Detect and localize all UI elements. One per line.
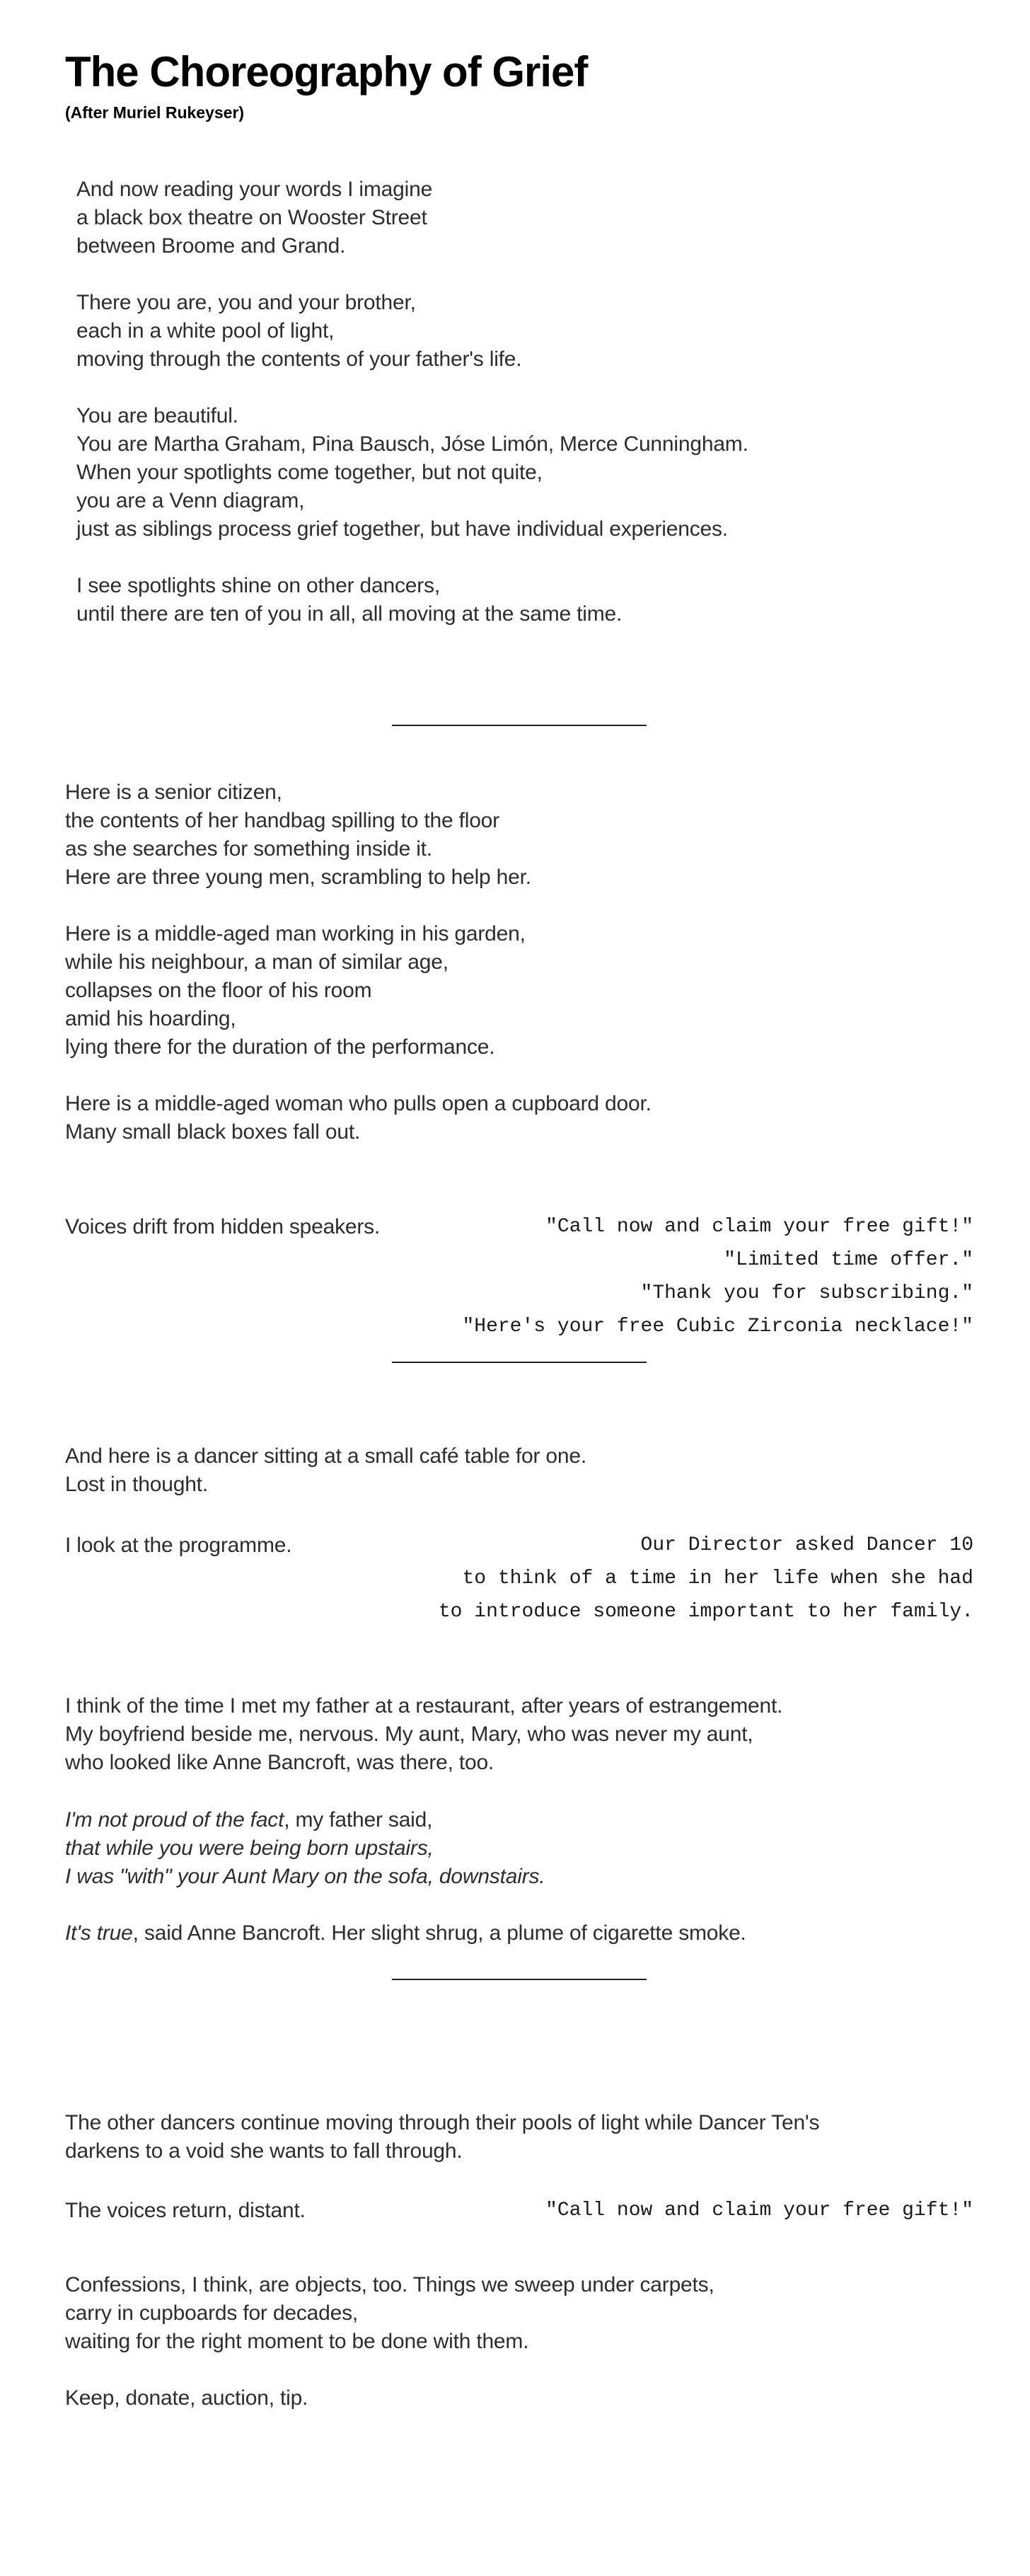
poem-line: moving through the contents of your father's life. bbox=[76, 347, 522, 371]
poem-line: until there are ten of you in all, all moving at the same time. bbox=[76, 602, 623, 626]
poem-line: amid his hoarding, bbox=[65, 1007, 236, 1030]
poem-line: Confessions, I think, are objects, too. Things we sweep under carpets, bbox=[65, 2273, 714, 2296]
section-divider bbox=[392, 725, 647, 726]
poem-line: You are Martha Graham, Pina Bausch, Jóse Limón, Merce Cunningham. bbox=[76, 432, 748, 456]
poem-line: The other dancers continue moving through their pools of light while Dancer Ten's bbox=[65, 2111, 820, 2134]
stanza bbox=[65, 1442, 973, 1499]
poem-line: Here is a middle-aged man working in his garden, bbox=[65, 922, 526, 945]
stanza bbox=[76, 289, 973, 374]
poem-line: just as siblings process grief together, but have individual experiences. bbox=[76, 517, 728, 541]
voices-row bbox=[65, 1210, 973, 1343]
stanza bbox=[65, 1806, 973, 1891]
poem-line: collapses on the floor of his room bbox=[65, 979, 372, 1002]
quote-line: "Thank you for subscribing." bbox=[640, 1282, 973, 1304]
poem-line: There you are, you and your brother, bbox=[76, 291, 416, 314]
poem-line: I think of the time I met my father at a restaurant, after years of estrangement. bbox=[65, 1694, 783, 1718]
quote-line: Our Director asked Dancer 10 bbox=[640, 1534, 973, 1556]
poem-line: Here is a senior citizen, bbox=[65, 781, 282, 804]
poem-line: I see spotlights shine on other dancers, bbox=[76, 574, 440, 597]
quote-line: "Here's your free Cubic Zirconia necklace!" bbox=[462, 1316, 973, 1338]
stanza bbox=[65, 2109, 973, 2166]
poem-line: carry in cupboards for decades, bbox=[65, 2301, 359, 2325]
stanza bbox=[76, 402, 973, 544]
voices-row bbox=[65, 2194, 973, 2227]
narration-text: I look at the programme. bbox=[65, 1534, 292, 1557]
poem-line bbox=[65, 1806, 973, 1834]
page-subtitle: (After Muriel Rukeyser) bbox=[65, 103, 245, 122]
programme-row bbox=[65, 1529, 973, 1628]
poem-line: who looked like Anne Bancroft, was there, too. bbox=[65, 1751, 494, 1774]
poem-line: I was "with" your Aunt Mary on the sofa, downstairs. bbox=[65, 1865, 545, 1888]
poem-line: Here is a middle-aged woman who pulls open a cupboard door. bbox=[65, 1092, 652, 1115]
section-divider bbox=[392, 1362, 647, 1363]
poem-line: Many small black boxes fall out. bbox=[65, 1120, 361, 1144]
section-divider bbox=[392, 1979, 647, 1980]
poem-line: between Broome and Grand. bbox=[76, 234, 346, 258]
quote-line: "Call now and claim your free gift!" bbox=[545, 1216, 973, 1238]
poem-line: you are a Venn diagram, bbox=[76, 489, 305, 512]
poem-line: You are beautiful. bbox=[76, 404, 238, 427]
stanza bbox=[76, 176, 973, 260]
poem-line: And here is a dancer sitting at a small café table for one. bbox=[65, 1444, 586, 1468]
quote-line: to think of a time in her life when she had bbox=[462, 1568, 973, 1589]
stanza bbox=[65, 1692, 973, 1777]
narration-text: , said Anne Bancroft. Her slight shrug, a plume of cigarette smoke. bbox=[132, 1921, 746, 1945]
stanza bbox=[65, 920, 973, 1062]
narration-text: , my father said, bbox=[284, 1808, 433, 1832]
quote-line: "Limited time offer." bbox=[724, 1249, 973, 1271]
stanza bbox=[65, 2384, 973, 2413]
poem-line: while his neighbour, a man of similar age, bbox=[65, 950, 449, 974]
italic-speech: It's true bbox=[65, 1921, 133, 1945]
stanza bbox=[65, 1919, 973, 1948]
poem-line: lying there for the duration of the performance. bbox=[65, 1035, 495, 1059]
narration-text: The voices return, distant. bbox=[65, 2199, 306, 2222]
narration-text: Voices drift from hidden speakers. bbox=[65, 1215, 381, 1238]
quote-line: "Call now and claim your free gift!" bbox=[545, 2200, 973, 2221]
poem-line: waiting for the right moment to be done with them. bbox=[65, 2330, 529, 2353]
poem-line: that while you were being born upstairs, bbox=[65, 1836, 434, 1860]
poem-line: the contents of her handbag spilling to the floor bbox=[65, 809, 499, 832]
stanza bbox=[65, 2271, 973, 2356]
poem-line: a black box theatre on Wooster Street bbox=[76, 206, 427, 229]
stanza bbox=[76, 572, 973, 628]
poem-line: Keep, donate, auction, tip. bbox=[65, 2386, 308, 2410]
poem-line: When your spotlights come together, but not quite, bbox=[76, 461, 543, 484]
poem-content bbox=[0, 50, 1030, 2413]
poem-line: darkens to a void she wants to fall through. bbox=[65, 2139, 463, 2163]
poem-line bbox=[65, 1919, 973, 1948]
poem-line: as she searches for something inside it. bbox=[65, 837, 432, 861]
poem-line: Here are three young men, scrambling to help her. bbox=[65, 866, 531, 889]
stanza bbox=[65, 778, 973, 892]
poem-line: Lost in thought. bbox=[65, 1473, 208, 1496]
page-title: The Choreography of Grief bbox=[65, 48, 588, 96]
poem-line: each in a white pool of light, bbox=[76, 319, 335, 343]
italic-speech: I'm not proud of the fact bbox=[65, 1808, 284, 1832]
quote-line: to introduce someone important to her family. bbox=[438, 1601, 973, 1623]
stanza bbox=[65, 1090, 973, 1146]
poem-line: My boyfriend beside me, nervous. My aunt, Mary, who was never my aunt, bbox=[65, 1723, 753, 1746]
poem-line: And now reading your words I imagine bbox=[76, 178, 433, 201]
